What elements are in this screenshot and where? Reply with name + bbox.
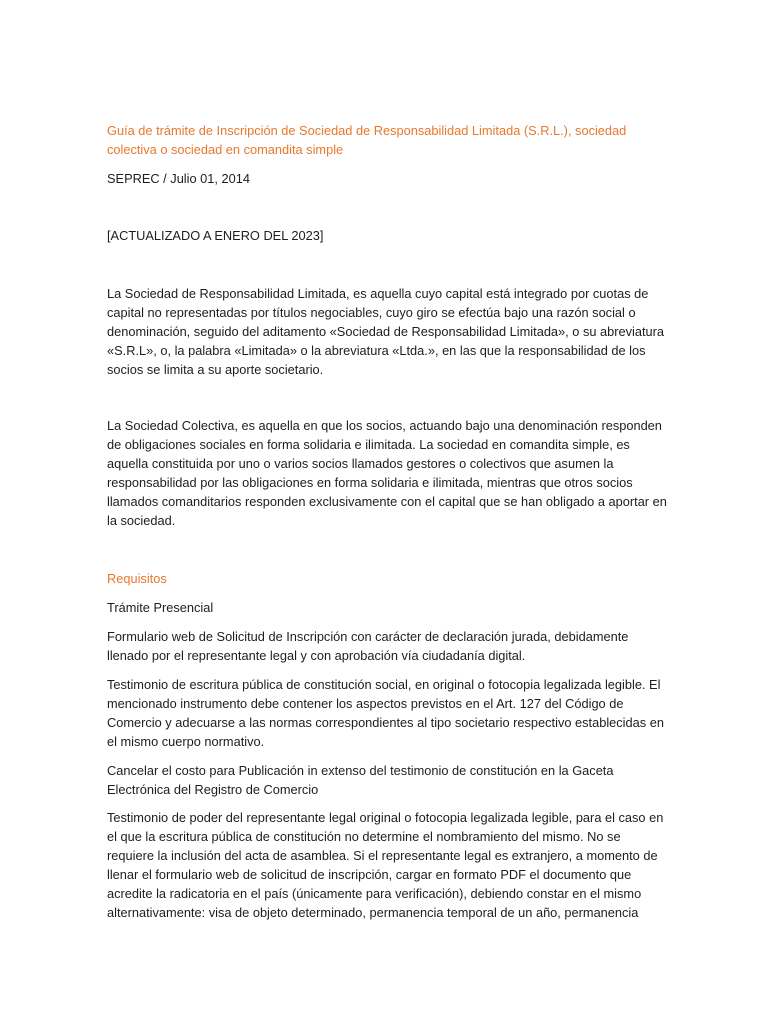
paragraph-srl: La Sociedad de Responsabilidad Limitada, es aquella cuyo capital está integrado por cuotas de capital no representadas por títulos negociables, cuyo giro se efectúa bajo una razón social o denominación, seguido del aditamento «Sociedad de Responsabilidad Limitada», o su abreviatura «S.R.L», o, la palabra «Limitada» o la abreviatura «Ltda.», en las que la responsabilidad de los socios se limita a su aporte societario. — [107, 286, 665, 377]
requisito-item: Testimonio de poder del representante legal original o fotocopia legalizada legible, para el caso en el que la escritura pública de constitución no determine el nombramiento del mismo. No se requiere la inclusión del acta de asamblea. Si el representante legal es extranjero, a momento de llenar el formulario web de solicitud de inscripción, cargar en formato PDF el documento que acredite la radicatoria en el país (únicamente para verificación), debiendo constar en el mismo alternativamente: visa de objeto determinado, permanencia temporal de un año, permanencia — [107, 810, 664, 920]
document-title: Guía de trámite de Inscripción de Sociedad de Responsabilidad Limitada (S.R.L.), sociedad colectiva o sociedad en comandita simple — [107, 123, 627, 157]
requisito-item: Formulario web de Solicitud de Inscripción con carácter de declaración jurada, debidamente llenado por el representante legal y con aprobación vía ciudadanía digital. — [107, 629, 629, 663]
source-line: SEPREC / Julio 01, 2014 — [107, 171, 250, 186]
paragraph-colectiva: La Sociedad Colectiva, es aquella en que los socios, actuando bajo una denominación responden de obligaciones sociales en forma solidaria e ilimitada. La sociedad en comandita simple, es aquella constituida por uno o varios socios llamados gestores o colectivos que asumen la responsabilidad por las obligaciones en forma solidaria e ilimitada, mientras que otros socios llamados comanditarios responden exclusivamente con el capital que se han obligado a aportar en la sociedad. — [107, 418, 667, 528]
requisito-item: Testimonio de escritura pública de constitución social, en original o fotocopia legalizada legible. El mencionado instrumento debe contener los aspectos previstos en el Art. 127 del Código de Comercio y adecuarse a las normas correspondientes al tipo societario respectivo establecidas en el mismo cuerpo normativo. — [107, 677, 664, 749]
update-note: [ACTUALIZADO A ENERO DEL 2023] — [107, 228, 324, 243]
requisitos-heading: Requisitos — [107, 571, 167, 586]
tramite-label: Trámite Presencial — [107, 600, 214, 615]
requisito-item: Cancelar el costo para Publicación in extenso del testimonio de constitución en la Gaceta Electrónica del Registro de Comercio — [107, 763, 614, 797]
